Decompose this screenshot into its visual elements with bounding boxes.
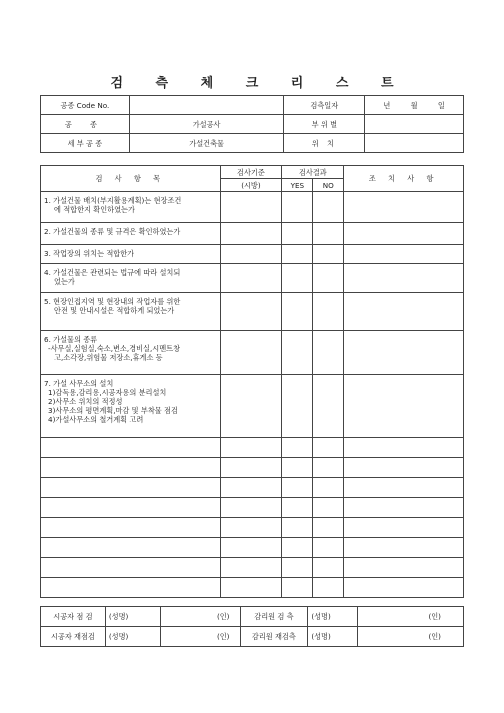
- item-line: 1)감독용,감리용,시공자용의 분리설치: [48, 388, 167, 397]
- no-cell[interactable]: [313, 558, 344, 578]
- table-row: [41, 458, 464, 478]
- action-cell[interactable]: [344, 264, 464, 293]
- table-row: [41, 192, 464, 223]
- type-value[interactable]: 가설공사: [129, 115, 284, 134]
- item-cell[interactable]: [41, 558, 221, 578]
- yes-cell[interactable]: [282, 478, 313, 498]
- no-cell[interactable]: [313, 538, 344, 558]
- action-cell[interactable]: [344, 293, 464, 331]
- supervisor-reinspect-label: 감리원 재검측: [240, 627, 308, 647]
- standard-cell[interactable]: [220, 498, 282, 518]
- action-cell[interactable]: [344, 498, 464, 518]
- col-header-item: 검 사 항 목: [41, 166, 221, 192]
- item-cell: [41, 245, 221, 264]
- yes-cell[interactable]: [282, 245, 313, 264]
- table-row: [41, 558, 464, 578]
- action-cell[interactable]: [344, 438, 464, 458]
- signature-table: [40, 606, 464, 647]
- table-row: [41, 223, 464, 245]
- code-value[interactable]: [129, 96, 284, 115]
- action-cell[interactable]: [344, 458, 464, 478]
- standard-cell[interactable]: [220, 375, 282, 438]
- table-row: [41, 264, 464, 293]
- col-header-standard-sub: (시방): [220, 179, 282, 192]
- item-line: 3)사무소의 평면계획,마감 및 부착물 점검: [48, 406, 178, 415]
- location-value[interactable]: [365, 115, 464, 134]
- supervisor-inspect-name-label: (성명): [308, 607, 358, 627]
- action-cell[interactable]: [344, 375, 464, 438]
- yes-cell[interactable]: [282, 293, 313, 331]
- col-header-yes: YES: [282, 179, 313, 192]
- yes-cell[interactable]: [282, 558, 313, 578]
- supervisor-inspect-seal[interactable]: (인): [358, 607, 464, 627]
- yes-cell[interactable]: [282, 375, 313, 438]
- standard-cell[interactable]: [220, 245, 282, 264]
- table-row: [41, 498, 464, 518]
- supervisor-reinspect-name-label: (성명): [308, 627, 358, 647]
- item-line: 고,소각장,위험물 저장소,휴게소 등: [54, 353, 163, 362]
- table-row: [41, 245, 464, 264]
- item-line: 1. 가설건물 배치(부지활용계획)는 현장조건: [44, 196, 182, 205]
- standard-cell[interactable]: [220, 458, 282, 478]
- no-cell[interactable]: [313, 438, 344, 458]
- item-line: 었는가: [54, 277, 75, 286]
- item-line: 4)가설사무소의 철거계획 고려: [48, 415, 144, 424]
- yes-cell[interactable]: [282, 518, 313, 538]
- no-cell[interactable]: [313, 245, 344, 264]
- yes-cell[interactable]: [282, 331, 313, 375]
- table-row: [41, 578, 464, 598]
- position-value[interactable]: [365, 134, 464, 153]
- action-cell[interactable]: [344, 223, 464, 245]
- table-row: [41, 518, 464, 538]
- no-cell[interactable]: [313, 264, 344, 293]
- standard-cell[interactable]: [220, 293, 282, 331]
- position-label: 위 치: [284, 134, 365, 153]
- contractor-reinspect-label: 시공자 재점검: [41, 627, 106, 647]
- yes-cell[interactable]: [282, 578, 313, 598]
- item-line: 4. 가설건물은 관련되는 법규에 따라 설치되: [44, 268, 181, 277]
- item-line: 3. 작업장의 위치는 적합한가: [44, 249, 135, 258]
- contractor-reinspect-name-label: (성명): [105, 627, 160, 647]
- item-line: 5. 현장인접지역 및 현장내의 작업자를 위한: [44, 297, 181, 306]
- action-cell[interactable]: [344, 518, 464, 538]
- standard-cell[interactable]: [220, 331, 282, 375]
- action-cell[interactable]: [344, 538, 464, 558]
- subtype-label: 세 부 공 종: [41, 134, 130, 153]
- no-cell[interactable]: [313, 498, 344, 518]
- item-cell: [41, 375, 221, 438]
- table-row: [41, 478, 464, 498]
- table-row: [41, 438, 464, 458]
- date-value[interactable]: 년 월 일: [365, 96, 464, 115]
- table-row: [41, 293, 464, 331]
- location-label: 부 위 별: [284, 115, 365, 134]
- yes-cell[interactable]: [282, 458, 313, 478]
- col-header-no: NO: [313, 179, 344, 192]
- contractor-reinspect-seal[interactable]: (인): [160, 627, 240, 647]
- supervisor-reinspect-seal[interactable]: (인): [358, 627, 464, 647]
- yes-cell[interactable]: [282, 192, 313, 223]
- header-table: [40, 95, 464, 153]
- contractor-inspect-label: 시공자 점 검: [41, 607, 106, 627]
- no-cell[interactable]: [313, 458, 344, 478]
- table-row: [41, 375, 464, 438]
- item-cell: [41, 223, 221, 245]
- standard-cell[interactable]: [220, 518, 282, 538]
- yes-cell[interactable]: [282, 538, 313, 558]
- no-cell[interactable]: [313, 192, 344, 223]
- action-cell[interactable]: [344, 331, 464, 375]
- action-cell[interactable]: [344, 578, 464, 598]
- standard-cell[interactable]: [220, 558, 282, 578]
- yes-cell[interactable]: [282, 438, 313, 458]
- action-cell[interactable]: [344, 192, 464, 223]
- table-row: [41, 538, 464, 558]
- action-cell[interactable]: [344, 558, 464, 578]
- item-cell[interactable]: [41, 498, 221, 518]
- yes-cell[interactable]: [282, 223, 313, 245]
- checklist-table: [40, 165, 464, 598]
- standard-cell[interactable]: [220, 264, 282, 293]
- item-line: -사무실,실험실,숙소,변소,경비실,시멘트창: [48, 344, 181, 353]
- page-title: 검 측 체 크 리 스 트: [110, 76, 408, 91]
- item-cell[interactable]: [41, 518, 221, 538]
- item-line: 안전 및 안내시설은 적합하게 되었는가: [54, 306, 175, 315]
- item-cell: [41, 331, 221, 375]
- item-line: 6. 가설물의 종류: [44, 335, 98, 344]
- item-cell[interactable]: [41, 458, 221, 478]
- standard-cell[interactable]: [220, 578, 282, 598]
- item-line: 7. 가설 사무소의 설치: [44, 379, 114, 388]
- table-row: [41, 331, 464, 375]
- col-header-standard: 검사기준: [220, 166, 282, 179]
- standard-cell[interactable]: [220, 223, 282, 245]
- standard-cell[interactable]: [220, 438, 282, 458]
- col-header-action: 조 치 사 항: [344, 166, 464, 192]
- no-cell[interactable]: [313, 375, 344, 438]
- item-cell[interactable]: [41, 578, 221, 598]
- no-cell[interactable]: [313, 578, 344, 598]
- item-cell[interactable]: [41, 538, 221, 558]
- standard-cell[interactable]: [220, 538, 282, 558]
- no-cell[interactable]: [313, 478, 344, 498]
- code-label: 공종 Code No.: [41, 96, 130, 115]
- standard-cell[interactable]: [220, 478, 282, 498]
- item-cell: [41, 293, 221, 331]
- action-cell[interactable]: [344, 245, 464, 264]
- subtype-value[interactable]: 가설건축물: [129, 134, 284, 153]
- type-label: 공 종: [41, 115, 130, 134]
- no-cell[interactable]: [313, 293, 344, 331]
- item-cell: [41, 192, 221, 223]
- yes-cell[interactable]: [282, 498, 313, 518]
- yes-cell[interactable]: [282, 264, 313, 293]
- contractor-inspect-name-label: (성명): [105, 607, 160, 627]
- item-line: 에 적합한지 확인하였는가: [54, 205, 135, 214]
- item-cell: [41, 264, 221, 293]
- item-line: 2)사무소 위치의 적정성: [48, 397, 123, 406]
- contractor-inspect-seal[interactable]: (인): [160, 607, 240, 627]
- no-cell[interactable]: [313, 518, 344, 538]
- action-cell[interactable]: [344, 478, 464, 498]
- col-header-result: 검사결과: [282, 166, 344, 179]
- no-cell[interactable]: [313, 331, 344, 375]
- date-label: 검측일자: [284, 96, 365, 115]
- supervisor-inspect-label: 감리원 검 측: [240, 607, 308, 627]
- item-cell[interactable]: [41, 438, 221, 458]
- item-cell[interactable]: [41, 478, 221, 498]
- item-line: 2. 가설건물의 종류 및 규격은 확인하였는가: [44, 227, 181, 236]
- standard-cell[interactable]: [220, 192, 282, 223]
- no-cell[interactable]: [313, 223, 344, 245]
